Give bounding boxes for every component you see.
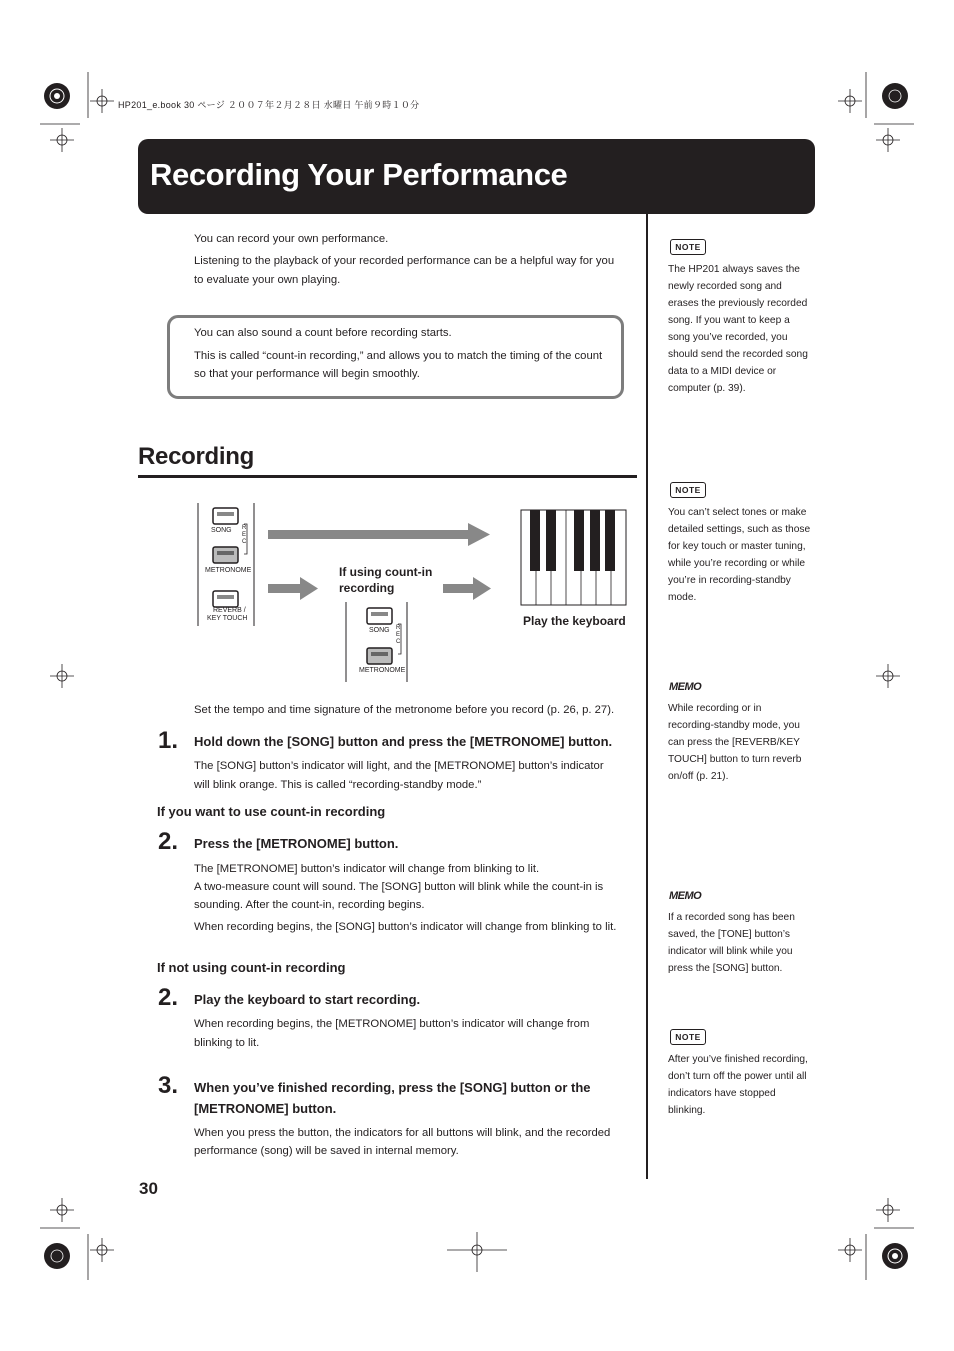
diagram-metronome-label-2: METRONOME <box>359 667 406 674</box>
note-badge-2: NOTE <box>670 482 706 498</box>
sidebar-memo-2: If a recorded song has been saved, the [TONE] button’s indicator will blink while you press the [SONG] button. <box>668 912 795 974</box>
arrow-short-icon-1 <box>268 577 318 600</box>
registration-dot-bl-icon <box>44 1243 70 1269</box>
step-3-title-b: [METRONOME] button. <box>194 1101 337 1116</box>
metronome-button-icon-2 <box>367 648 392 664</box>
step-2a-desc-4: When recording begins, the [SONG] button’s indicator will change from blinking to lit. <box>194 921 617 933</box>
diagram-song-label-2: SONG <box>369 627 390 634</box>
page-title: Recording Your Performance <box>150 157 568 192</box>
diagram-metronome-label: METRONOME <box>205 567 252 574</box>
intro-p2a: Listening to the playback of your recorded performance can be a helpful way for you <box>194 255 615 267</box>
note-badge-1: NOTE <box>670 239 706 255</box>
step-3-number: 3. <box>158 1072 179 1099</box>
diagram-song-label: SONG <box>211 527 232 534</box>
pre-step-text: Set the tempo and time signature of the metronome before you record (p. 26, p. 27). <box>194 704 615 716</box>
registration-dot-tl-icon <box>44 83 70 109</box>
step-2a-title: Press the [METRONOME] button. <box>194 836 399 851</box>
step-2a-desc-3: sounding. After the count-in, recording begins. <box>194 899 425 911</box>
tip-line-1: You can also sound a count before recording starts. <box>194 327 452 339</box>
section-heading: Recording <box>138 443 254 470</box>
sidebar-note-2: You can’t select tones or make detailed settings, such as those for key touch or master tuning, while you’re recording or while you’re in recording-standby mode. <box>668 507 811 603</box>
step-2b-title: Play the keyboard to start recording. <box>194 992 421 1007</box>
memo-badge-1: MEMO <box>669 681 702 693</box>
section-rule <box>138 475 637 478</box>
step-1-desc-1: The [SONG] button’s indicator will light, and the [METRONOME] button’s indicator <box>194 760 604 772</box>
intro-p1: You can record your own performance. <box>194 233 389 245</box>
step-3-desc-1: When you press the button, the indicators for all buttons will blink, and the recorded <box>194 1127 611 1139</box>
step-1-desc-2: will blink orange. This is called “recording-standby mode.” <box>194 779 482 791</box>
note-badge-3: NOTE <box>670 1029 706 1045</box>
intro-p2b: to evaluate your own playing. <box>194 274 341 286</box>
step-2b-number: 2. <box>158 984 179 1011</box>
registration-dot-br-icon <box>882 1243 908 1269</box>
step-2b-desc-2: blinking to lit. <box>194 1037 260 1049</box>
column-divider <box>646 214 648 1179</box>
step-2a-number: 2. <box>158 828 179 855</box>
diagram-reverb-label-b: KEY TOUCH <box>207 615 248 622</box>
sidebar-memo-1: While recording or in recording-standby mode, you can press the [REVERB/KEY TOUCH] button to turn reverb on/off (p. 21). <box>668 703 802 782</box>
sidebar-note-3: After you’ve finished recording, don’t turn off the power until all indicators have stopped blinking. <box>668 1054 808 1116</box>
step-3-desc-2: performance (song) will be saved in internal memory. <box>194 1145 459 1157</box>
song-button-icon-2 <box>367 608 392 624</box>
step-2b-desc-1: When recording begins, the [METRONOME] button’s indicator will change from <box>194 1018 590 1030</box>
diagram-rec-label: REC <box>242 525 247 545</box>
print-header: HP201_e.book 30 ページ ２００７年２月２８日 水曜日 午前９時１０分 <box>118 100 420 110</box>
nocount-subheading: If not using count-in recording <box>157 960 346 975</box>
step-1-number: 1. <box>158 727 179 754</box>
recording-diagram <box>190 500 640 690</box>
step-3-title-a: When you’ve finished recording, press the [SONG] button or the <box>194 1080 591 1095</box>
memo-badge-2: MEMO <box>669 890 702 902</box>
keyboard-icon <box>521 510 626 605</box>
registration-dot-tr-icon <box>882 83 908 109</box>
step-2a-desc-2: A two-measure count will sound. The [SONG] button will blink while the count-in is <box>194 881 604 893</box>
reverb-button-icon <box>213 591 238 607</box>
diagram-rec-label-2: REC <box>396 625 401 645</box>
tip-line-3: so that your performance will begin smoothly. <box>194 368 420 380</box>
diagram-countin-label-b: recording <box>339 581 395 595</box>
sidebar-note-1: The HP201 always saves the newly recorded song and erases the previously recorded song. If you want to keep a song you’ve recorded, you should send the recorded song data to a MIDI device or computer (p. 39). <box>668 264 808 394</box>
countin-subheading: If you want to use count-in recording <box>157 804 386 819</box>
diagram-countin-label-a: If using count-in <box>339 565 433 579</box>
arrow-long-icon <box>268 523 490 546</box>
metronome-button-icon <box>213 547 238 563</box>
arrow-short-icon-2 <box>443 577 491 600</box>
title-bar <box>138 139 815 214</box>
diagram-reverb-label-a: REVERB / <box>213 607 246 614</box>
tip-line-2: This is called “count-in recording,” and allows you to match the timing of the count <box>194 350 603 362</box>
page-number: 30 <box>139 1179 158 1198</box>
song-button-icon <box>213 508 238 524</box>
diagram-play-label: Play the keyboard <box>523 614 626 628</box>
step-2a-desc-1: The [METRONOME] button’s indicator will change from blinking to lit. <box>194 863 540 875</box>
step-1-title: Hold down the [SONG] button and press the [METRONOME] button. <box>194 734 613 749</box>
